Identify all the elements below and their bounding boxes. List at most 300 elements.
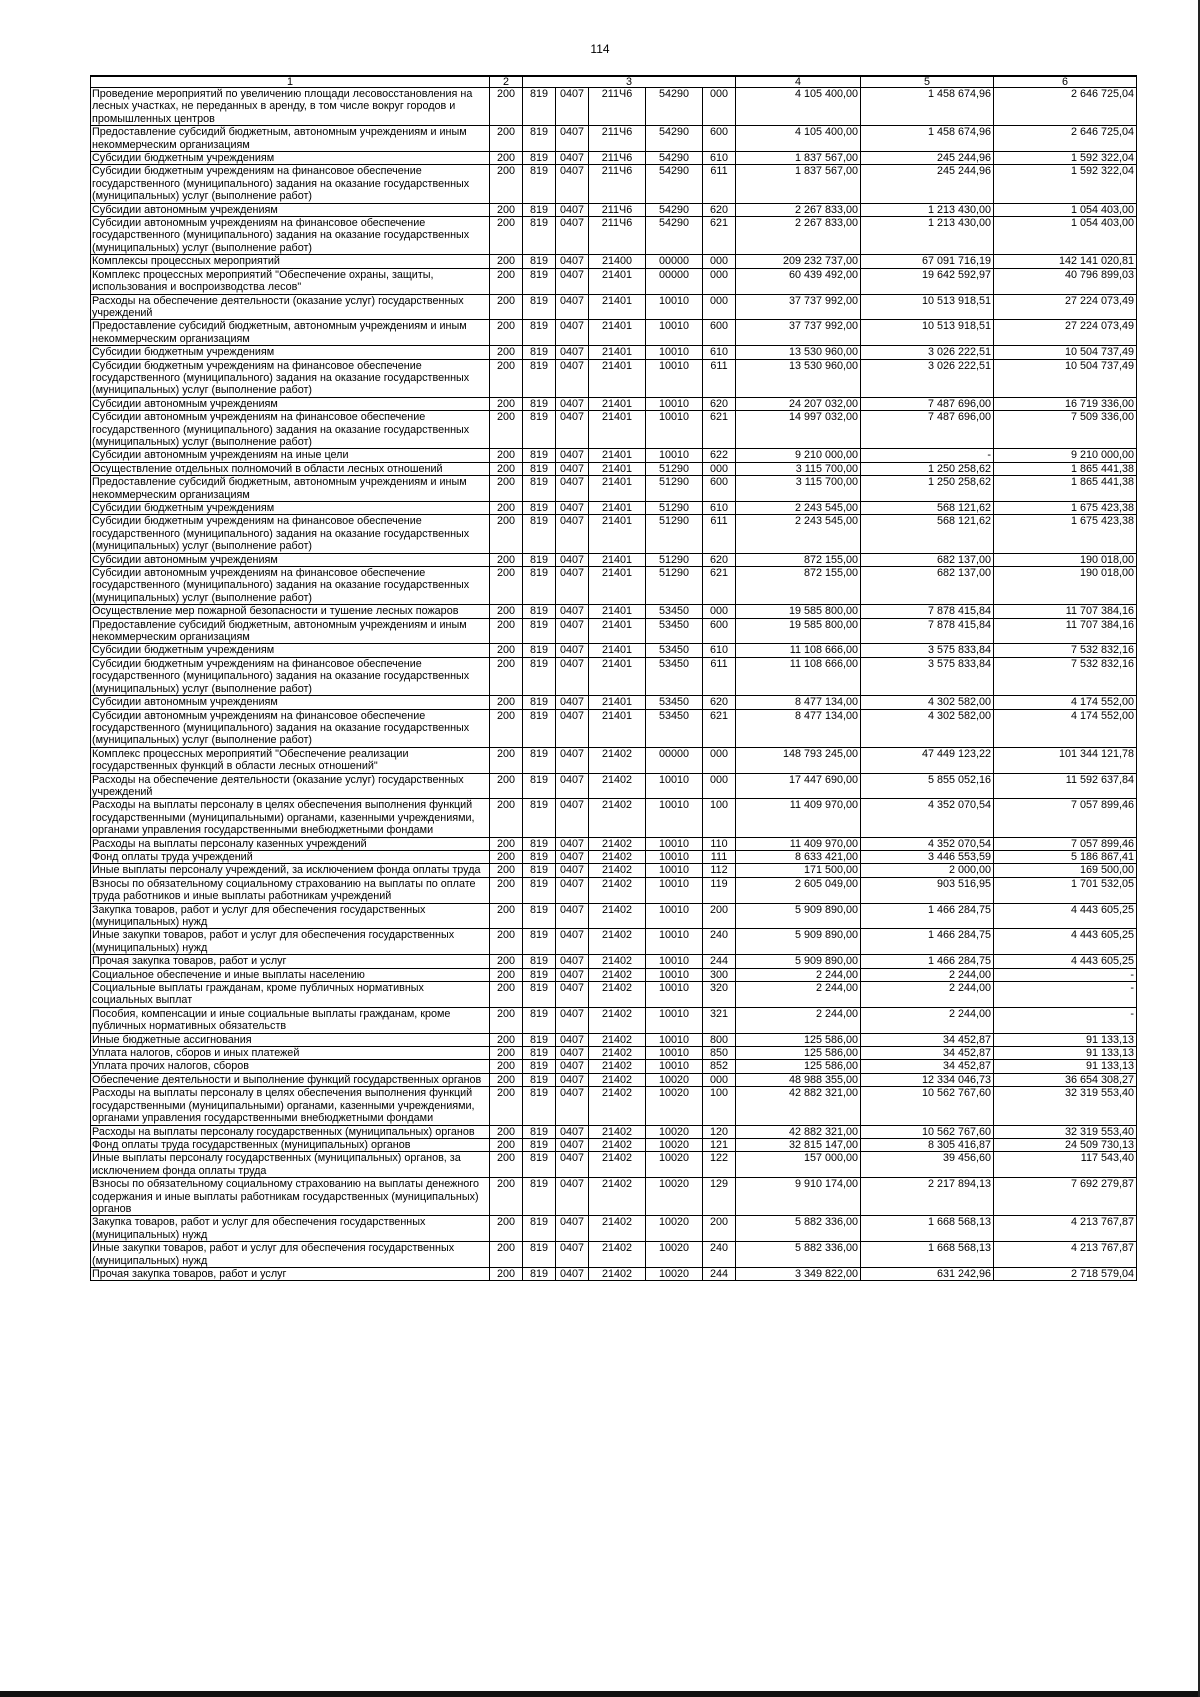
col-section-code: 0407 xyxy=(556,955,589,968)
row-description: Закупка товаров, работ и услуг для обеспечения государственных (муниципальных) нужд xyxy=(91,1216,490,1242)
row-description: Субсидии бюджетным учреждениям xyxy=(91,152,490,165)
col-6-value: 101 344 121,78 xyxy=(994,747,1137,773)
col-5-value: 1 213 430,00 xyxy=(861,217,994,255)
col-4-value: 5 909 890,00 xyxy=(736,929,861,955)
table-row xyxy=(91,217,1137,255)
col-direction-code: 10010 xyxy=(646,294,703,320)
col-program-code: 21402 xyxy=(589,1073,646,1086)
col-6-value: 4 213 767,87 xyxy=(994,1242,1137,1268)
row-description: Субсидии бюджетным учреждениям xyxy=(91,644,490,657)
row-description: Субсидии бюджетным учреждениям на финансовое обеспечение государственного (муниципального) задания на оказание государственных (муниципальных) услуг (выполнение работ) xyxy=(91,165,490,203)
col-direction-code: 10010 xyxy=(646,1033,703,1046)
col-2-code: 200 xyxy=(490,268,523,294)
col-program-code: 21402 xyxy=(589,1087,646,1125)
col-direction-code: 10020 xyxy=(646,1152,703,1178)
row-description: Взносы по обязательному социальному страхованию на выплаты по оплате труда работников и иные выплаты работникам учреждений xyxy=(91,877,490,903)
col-program-code: 21402 xyxy=(589,955,646,968)
col-program-code: 21401 xyxy=(589,397,646,410)
row-description: Расходы на обеспечение деятельности (оказание услуг) государственных учреждений xyxy=(91,773,490,799)
col-ministry-code: 819 xyxy=(523,165,556,203)
col-ministry-code: 819 xyxy=(523,1007,556,1033)
col-expense-type: 240 xyxy=(703,1242,736,1268)
col-4-value: 5 909 890,00 xyxy=(736,955,861,968)
col-program-code: 21402 xyxy=(589,1033,646,1046)
col-2-code: 200 xyxy=(490,553,523,566)
table-row xyxy=(91,837,1137,850)
col-4-value: 11 108 666,00 xyxy=(736,644,861,657)
col-program-code: 21401 xyxy=(589,462,646,475)
col-2-code: 200 xyxy=(490,709,523,747)
col-direction-code: 00000 xyxy=(646,255,703,268)
col-program-code: 21402 xyxy=(589,1047,646,1060)
col-direction-code: 10010 xyxy=(646,320,703,346)
col-ministry-code: 819 xyxy=(523,1073,556,1086)
col-ministry-code: 819 xyxy=(523,605,556,618)
col-section-code: 0407 xyxy=(556,1242,589,1268)
col-direction-code: 54290 xyxy=(646,203,703,216)
col-program-code: 21401 xyxy=(589,502,646,515)
table-row xyxy=(91,773,1137,799)
col-direction-code: 54290 xyxy=(646,165,703,203)
table-row xyxy=(91,359,1137,397)
col-5-value: 568 121,62 xyxy=(861,515,994,553)
col-4-value: 2 267 833,00 xyxy=(736,203,861,216)
col-direction-code: 51290 xyxy=(646,476,703,502)
col-expense-type: 111 xyxy=(703,850,736,863)
col-4-value: 37 737 992,00 xyxy=(736,294,861,320)
col-direction-code: 54290 xyxy=(646,217,703,255)
col-program-code: 21401 xyxy=(589,657,646,695)
col-expense-type: 121 xyxy=(703,1138,736,1151)
header-cell-4: 4 xyxy=(736,76,861,88)
col-6-value: 4 213 767,87 xyxy=(994,1216,1137,1242)
col-section-code: 0407 xyxy=(556,203,589,216)
col-5-value: 682 137,00 xyxy=(861,567,994,605)
col-expense-type: 122 xyxy=(703,1152,736,1178)
col-6-value: 2 646 725,04 xyxy=(994,88,1137,126)
col-6-value: 7 532 832,16 xyxy=(994,644,1137,657)
col-direction-code: 10010 xyxy=(646,1060,703,1073)
budget-execution-table xyxy=(90,75,1137,1281)
col-ministry-code: 819 xyxy=(523,397,556,410)
col-direction-code: 51290 xyxy=(646,567,703,605)
col-5-value: 3 026 222,51 xyxy=(861,346,994,359)
col-direction-code: 10010 xyxy=(646,411,703,449)
col-4-value: 2 244,00 xyxy=(736,982,861,1008)
row-description: Обеспечение деятельности и выполнение функций государственных органов xyxy=(91,1073,490,1086)
col-6-value: 4 174 552,00 xyxy=(994,696,1137,709)
col-6-value: 32 319 553,40 xyxy=(994,1125,1137,1138)
row-description: Субсидии автономным учреждениям на иные цели xyxy=(91,449,490,462)
table-row xyxy=(91,618,1137,644)
col-expense-type: 611 xyxy=(703,515,736,553)
col-6-value: 1 592 322,04 xyxy=(994,165,1137,203)
col-5-value: 7 487 696,00 xyxy=(861,397,994,410)
col-ministry-code: 819 xyxy=(523,1125,556,1138)
col-6-value: 36 654 308,27 xyxy=(994,1073,1137,1086)
row-description: Взносы по обязательному социальному страхованию на выплаты денежного содержания и иные выплаты работникам государственных (муниципальных) органов xyxy=(91,1178,490,1216)
col-direction-code: 53450 xyxy=(646,657,703,695)
col-6-value: 190 018,00 xyxy=(994,567,1137,605)
col-2-code: 200 xyxy=(490,165,523,203)
table-row xyxy=(91,1242,1137,1268)
col-5-value: 67 091 716,19 xyxy=(861,255,994,268)
col-4-value: 17 447 690,00 xyxy=(736,773,861,799)
col-5-value: 19 642 592,97 xyxy=(861,268,994,294)
col-5-value: 3 575 833,84 xyxy=(861,644,994,657)
col-ministry-code: 819 xyxy=(523,449,556,462)
col-program-code: 21401 xyxy=(589,449,646,462)
col-ministry-code: 819 xyxy=(523,696,556,709)
col-expense-type: 119 xyxy=(703,877,736,903)
col-program-code: 21401 xyxy=(589,411,646,449)
col-4-value: 3 349 822,00 xyxy=(736,1267,861,1280)
row-description: Субсидии автономным учреждениям на финансовое обеспечение государственного (муниципального) задания на оказание государственных (муниципальных) услуг (выполнение работ) xyxy=(91,709,490,747)
table-row xyxy=(91,982,1137,1008)
col-direction-code: 10010 xyxy=(646,359,703,397)
col-2-code: 200 xyxy=(490,126,523,152)
table-row xyxy=(91,709,1137,747)
col-5-value: 4 302 582,00 xyxy=(861,709,994,747)
col-4-value: 2 244,00 xyxy=(736,968,861,981)
row-description: Осуществление отдельных полномочий в области лесных отношений xyxy=(91,462,490,475)
col-direction-code: 51290 xyxy=(646,553,703,566)
table-row xyxy=(91,320,1137,346)
col-4-value: 3 115 700,00 xyxy=(736,476,861,502)
col-section-code: 0407 xyxy=(556,1007,589,1033)
col-2-code: 200 xyxy=(490,903,523,929)
row-description: Субсидии автономным учреждениям на финансовое обеспечение государственного (муниципального) задания на оказание государственных (муниципальных) услуг (выполнение работ) xyxy=(91,411,490,449)
col-2-code: 200 xyxy=(490,462,523,475)
col-program-code: 21401 xyxy=(589,567,646,605)
col-ministry-code: 819 xyxy=(523,1047,556,1060)
col-4-value: 48 988 355,00 xyxy=(736,1073,861,1086)
col-expense-type: 622 xyxy=(703,449,736,462)
col-ministry-code: 819 xyxy=(523,1216,556,1242)
col-2-code: 200 xyxy=(490,1267,523,1280)
table-row xyxy=(91,346,1137,359)
col-program-code: 211Ч6 xyxy=(589,126,646,152)
col-4-value: 19 585 800,00 xyxy=(736,618,861,644)
col-5-value: 34 452,87 xyxy=(861,1047,994,1060)
col-program-code: 21402 xyxy=(589,1152,646,1178)
col-ministry-code: 819 xyxy=(523,903,556,929)
header-row xyxy=(91,76,1137,88)
row-description: Иные закупки товаров, работ и услуг для обеспечения государственных (муниципальных) нужд xyxy=(91,929,490,955)
col-expense-type: 200 xyxy=(703,1216,736,1242)
row-description: Социальное обеспечение и иные выплаты населению xyxy=(91,968,490,981)
col-ministry-code: 819 xyxy=(523,773,556,799)
col-direction-code: 53450 xyxy=(646,644,703,657)
col-program-code: 21401 xyxy=(589,644,646,657)
col-expense-type: 610 xyxy=(703,346,736,359)
col-ministry-code: 819 xyxy=(523,657,556,695)
col-6-value: 10 504 737,49 xyxy=(994,359,1137,397)
table-row xyxy=(91,696,1137,709)
col-ministry-code: 819 xyxy=(523,88,556,126)
col-direction-code: 53450 xyxy=(646,709,703,747)
col-program-code: 211Ч6 xyxy=(589,165,646,203)
table-row xyxy=(91,515,1137,553)
col-ministry-code: 819 xyxy=(523,955,556,968)
col-2-code: 200 xyxy=(490,152,523,165)
col-5-value: 2 244,00 xyxy=(861,1007,994,1033)
page-number: 114 xyxy=(590,42,610,56)
col-4-value: 2 243 545,00 xyxy=(736,502,861,515)
row-description: Расходы на выплаты персоналу в целях обеспечения выполнения функций государственными (муниципальными) органами, казенными учреждениями, органами управления государственными внебюджетными фондами xyxy=(91,799,490,837)
col-section-code: 0407 xyxy=(556,255,589,268)
col-4-value: 14 997 032,00 xyxy=(736,411,861,449)
col-ministry-code: 819 xyxy=(523,502,556,515)
col-program-code: 21401 xyxy=(589,346,646,359)
col-2-code: 200 xyxy=(490,255,523,268)
table-row xyxy=(91,152,1137,165)
col-5-value: 2 244,00 xyxy=(861,968,994,981)
table-row xyxy=(91,268,1137,294)
row-description: Прочая закупка товаров, работ и услуг xyxy=(91,1267,490,1280)
table-row xyxy=(91,929,1137,955)
col-5-value: 245 244,96 xyxy=(861,165,994,203)
col-program-code: 21402 xyxy=(589,1138,646,1151)
col-section-code: 0407 xyxy=(556,1152,589,1178)
col-section-code: 0407 xyxy=(556,644,589,657)
col-program-code: 21402 xyxy=(589,982,646,1008)
col-2-code: 200 xyxy=(490,346,523,359)
col-ministry-code: 819 xyxy=(523,152,556,165)
row-description: Расходы на выплаты персоналу в целях обеспечения выполнения функций государственными (муниципальными) органами, казенными учреждениями, органами управления государственными внебюджетными фондами xyxy=(91,1087,490,1125)
col-4-value: 13 530 960,00 xyxy=(736,359,861,397)
col-direction-code: 10020 xyxy=(646,1125,703,1138)
col-program-code: 21402 xyxy=(589,1267,646,1280)
col-2-code: 200 xyxy=(490,359,523,397)
col-5-value: 682 137,00 xyxy=(861,553,994,566)
col-5-value: 7 487 696,00 xyxy=(861,411,994,449)
col-ministry-code: 819 xyxy=(523,1152,556,1178)
col-direction-code: 10010 xyxy=(646,1007,703,1033)
header-cell-3: 3 xyxy=(523,76,736,88)
col-section-code: 0407 xyxy=(556,567,589,605)
col-4-value: 24 207 032,00 xyxy=(736,397,861,410)
table-body xyxy=(91,88,1137,1281)
col-4-value: 148 793 245,00 xyxy=(736,747,861,773)
col-5-value: 8 305 416,87 xyxy=(861,1138,994,1151)
col-5-value: 1 466 284,75 xyxy=(861,929,994,955)
row-description: Иные закупки товаров, работ и услуг для обеспечения государственных (муниципальных) нужд xyxy=(91,1242,490,1268)
col-expense-type: 000 xyxy=(703,747,736,773)
col-section-code: 0407 xyxy=(556,929,589,955)
col-program-code: 21402 xyxy=(589,968,646,981)
col-6-value: 1 054 403,00 xyxy=(994,217,1137,255)
col-section-code: 0407 xyxy=(556,1060,589,1073)
col-program-code: 211Ч6 xyxy=(589,152,646,165)
col-6-value: 11 707 384,16 xyxy=(994,605,1137,618)
col-4-value: 11 409 970,00 xyxy=(736,837,861,850)
col-4-value: 11 108 666,00 xyxy=(736,657,861,695)
col-expense-type: 200 xyxy=(703,903,736,929)
col-direction-code: 10010 xyxy=(646,799,703,837)
col-section-code: 0407 xyxy=(556,320,589,346)
col-section-code: 0407 xyxy=(556,864,589,877)
table-row xyxy=(91,165,1137,203)
col-2-code: 200 xyxy=(490,955,523,968)
col-5-value: 2 244,00 xyxy=(861,982,994,1008)
col-6-value: 142 141 020,81 xyxy=(994,255,1137,268)
col-ministry-code: 819 xyxy=(523,837,556,850)
col-4-value: 1 837 567,00 xyxy=(736,165,861,203)
col-4-value: 9 210 000,00 xyxy=(736,449,861,462)
col-expense-type: 244 xyxy=(703,1267,736,1280)
col-2-code: 200 xyxy=(490,567,523,605)
row-description: Субсидии автономным учреждениям xyxy=(91,397,490,410)
col-expense-type: 620 xyxy=(703,696,736,709)
col-6-value: 7 509 336,00 xyxy=(994,411,1137,449)
col-program-code: 211Ч6 xyxy=(589,217,646,255)
table-row xyxy=(91,955,1137,968)
col-section-code: 0407 xyxy=(556,773,589,799)
row-description: Осуществление мер пожарной безопасности и тушение лесных пожаров xyxy=(91,605,490,618)
col-section-code: 0407 xyxy=(556,411,589,449)
col-expense-type: 110 xyxy=(703,837,736,850)
col-expense-type: 621 xyxy=(703,567,736,605)
col-expense-type: 244 xyxy=(703,955,736,968)
col-2-code: 200 xyxy=(490,850,523,863)
table-row xyxy=(91,476,1137,502)
col-2-code: 200 xyxy=(490,1152,523,1178)
col-5-value: 3 026 222,51 xyxy=(861,359,994,397)
col-6-value: 1 865 441,38 xyxy=(994,476,1137,502)
col-direction-code: 10010 xyxy=(646,1047,703,1060)
table-row xyxy=(91,502,1137,515)
col-5-value: 10 562 767,60 xyxy=(861,1087,994,1125)
col-2-code: 200 xyxy=(490,1007,523,1033)
col-4-value: 5 882 336,00 xyxy=(736,1242,861,1268)
col-expense-type: 600 xyxy=(703,476,736,502)
row-description: Предоставление субсидий бюджетным, автономным учреждениям и иным некоммерческим организациям xyxy=(91,476,490,502)
col-5-value: 1 250 258,62 xyxy=(861,476,994,502)
col-2-code: 200 xyxy=(490,618,523,644)
col-direction-code: 10010 xyxy=(646,982,703,1008)
col-expense-type: 000 xyxy=(703,294,736,320)
row-description: Комплекс процессных мероприятий "Обеспечение охраны, защиты, использования и воспроизводства лесов" xyxy=(91,268,490,294)
col-2-code: 200 xyxy=(490,1047,523,1060)
col-6-value: 1 865 441,38 xyxy=(994,462,1137,475)
col-4-value: 125 586,00 xyxy=(736,1060,861,1073)
col-2-code: 200 xyxy=(490,1073,523,1086)
col-section-code: 0407 xyxy=(556,903,589,929)
col-ministry-code: 819 xyxy=(523,929,556,955)
col-5-value: 5 855 052,16 xyxy=(861,773,994,799)
col-expense-type: 621 xyxy=(703,217,736,255)
col-section-code: 0407 xyxy=(556,968,589,981)
col-expense-type: 620 xyxy=(703,397,736,410)
table-row xyxy=(91,644,1137,657)
col-program-code: 21400 xyxy=(589,255,646,268)
col-direction-code: 00000 xyxy=(646,747,703,773)
col-program-code: 21401 xyxy=(589,709,646,747)
header-cell-6: 6 xyxy=(994,76,1137,88)
col-section-code: 0407 xyxy=(556,268,589,294)
col-5-value: 245 244,96 xyxy=(861,152,994,165)
col-6-value: 7 057 899,46 xyxy=(994,837,1137,850)
col-4-value: 125 586,00 xyxy=(736,1047,861,1060)
col-2-code: 200 xyxy=(490,1242,523,1268)
col-2-code: 200 xyxy=(490,799,523,837)
col-direction-code: 10010 xyxy=(646,850,703,863)
col-5-value: 1 668 568,13 xyxy=(861,1216,994,1242)
table-row xyxy=(91,553,1137,566)
col-direction-code: 54290 xyxy=(646,152,703,165)
col-4-value: 5 882 336,00 xyxy=(736,1216,861,1242)
col-section-code: 0407 xyxy=(556,88,589,126)
col-expense-type: 621 xyxy=(703,709,736,747)
col-direction-code: 51290 xyxy=(646,502,703,515)
col-program-code: 21402 xyxy=(589,1178,646,1216)
col-6-value: 1 592 322,04 xyxy=(994,152,1137,165)
col-program-code: 21401 xyxy=(589,553,646,566)
header-cell-2: 2 xyxy=(490,76,523,88)
row-description: Субсидии автономным учреждениям на финансовое обеспечение государственного (муниципального) задания на оказание государственных (муниципальных) услуг (выполнение работ) xyxy=(91,217,490,255)
col-4-value: 872 155,00 xyxy=(736,553,861,566)
col-2-code: 200 xyxy=(490,968,523,981)
col-section-code: 0407 xyxy=(556,696,589,709)
col-program-code: 211Ч6 xyxy=(589,88,646,126)
col-expense-type: 000 xyxy=(703,268,736,294)
col-4-value: 8 477 134,00 xyxy=(736,709,861,747)
col-direction-code: 54290 xyxy=(646,126,703,152)
col-direction-code: 10020 xyxy=(646,1178,703,1216)
col-4-value: 8 633 421,00 xyxy=(736,850,861,863)
table-row xyxy=(91,397,1137,410)
col-direction-code: 10020 xyxy=(646,1242,703,1268)
col-ministry-code: 819 xyxy=(523,968,556,981)
col-4-value: 42 882 321,00 xyxy=(736,1125,861,1138)
col-section-code: 0407 xyxy=(556,462,589,475)
row-description: Расходы на выплаты персоналу казенных учреждений xyxy=(91,837,490,850)
col-ministry-code: 819 xyxy=(523,709,556,747)
col-2-code: 200 xyxy=(490,397,523,410)
col-section-code: 0407 xyxy=(556,657,589,695)
col-direction-code: 10020 xyxy=(646,1073,703,1086)
col-program-code: 21402 xyxy=(589,1060,646,1073)
col-expense-type: 000 xyxy=(703,88,736,126)
col-direction-code: 10020 xyxy=(646,1138,703,1151)
col-program-code: 21402 xyxy=(589,1216,646,1242)
scan-bottom-edge xyxy=(0,1691,1200,1697)
col-5-value: 4 352 070,54 xyxy=(861,799,994,837)
col-6-value: 91 133,13 xyxy=(994,1060,1137,1073)
col-6-value: 4 443 605,25 xyxy=(994,903,1137,929)
col-expense-type: 600 xyxy=(703,126,736,152)
col-5-value: 1 458 674,96 xyxy=(861,126,994,152)
row-description: Субсидии бюджетным учреждениям xyxy=(91,346,490,359)
col-ministry-code: 819 xyxy=(523,799,556,837)
col-4-value: 209 232 737,00 xyxy=(736,255,861,268)
col-5-value: 1 668 568,13 xyxy=(861,1242,994,1268)
col-6-value: 169 500,00 xyxy=(994,864,1137,877)
col-6-value: 9 210 000,00 xyxy=(994,449,1137,462)
col-6-value: 10 504 737,49 xyxy=(994,346,1137,359)
col-ministry-code: 819 xyxy=(523,618,556,644)
col-2-code: 200 xyxy=(490,864,523,877)
col-expense-type: 850 xyxy=(703,1047,736,1060)
col-expense-type: 129 xyxy=(703,1178,736,1216)
col-4-value: 4 105 400,00 xyxy=(736,88,861,126)
col-ministry-code: 819 xyxy=(523,1242,556,1268)
col-6-value: 117 543,40 xyxy=(994,1152,1137,1178)
row-description: Комплекс процессных мероприятий "Обеспечение реализации государственных функций в области лесных отношений" xyxy=(91,747,490,773)
row-description: Субсидии бюджетным учреждениям на финансовое обеспечение государственного (муниципального) задания на оказание государственных (муниципальных) услуг (выполнение работ) xyxy=(91,359,490,397)
col-expense-type: 800 xyxy=(703,1033,736,1046)
